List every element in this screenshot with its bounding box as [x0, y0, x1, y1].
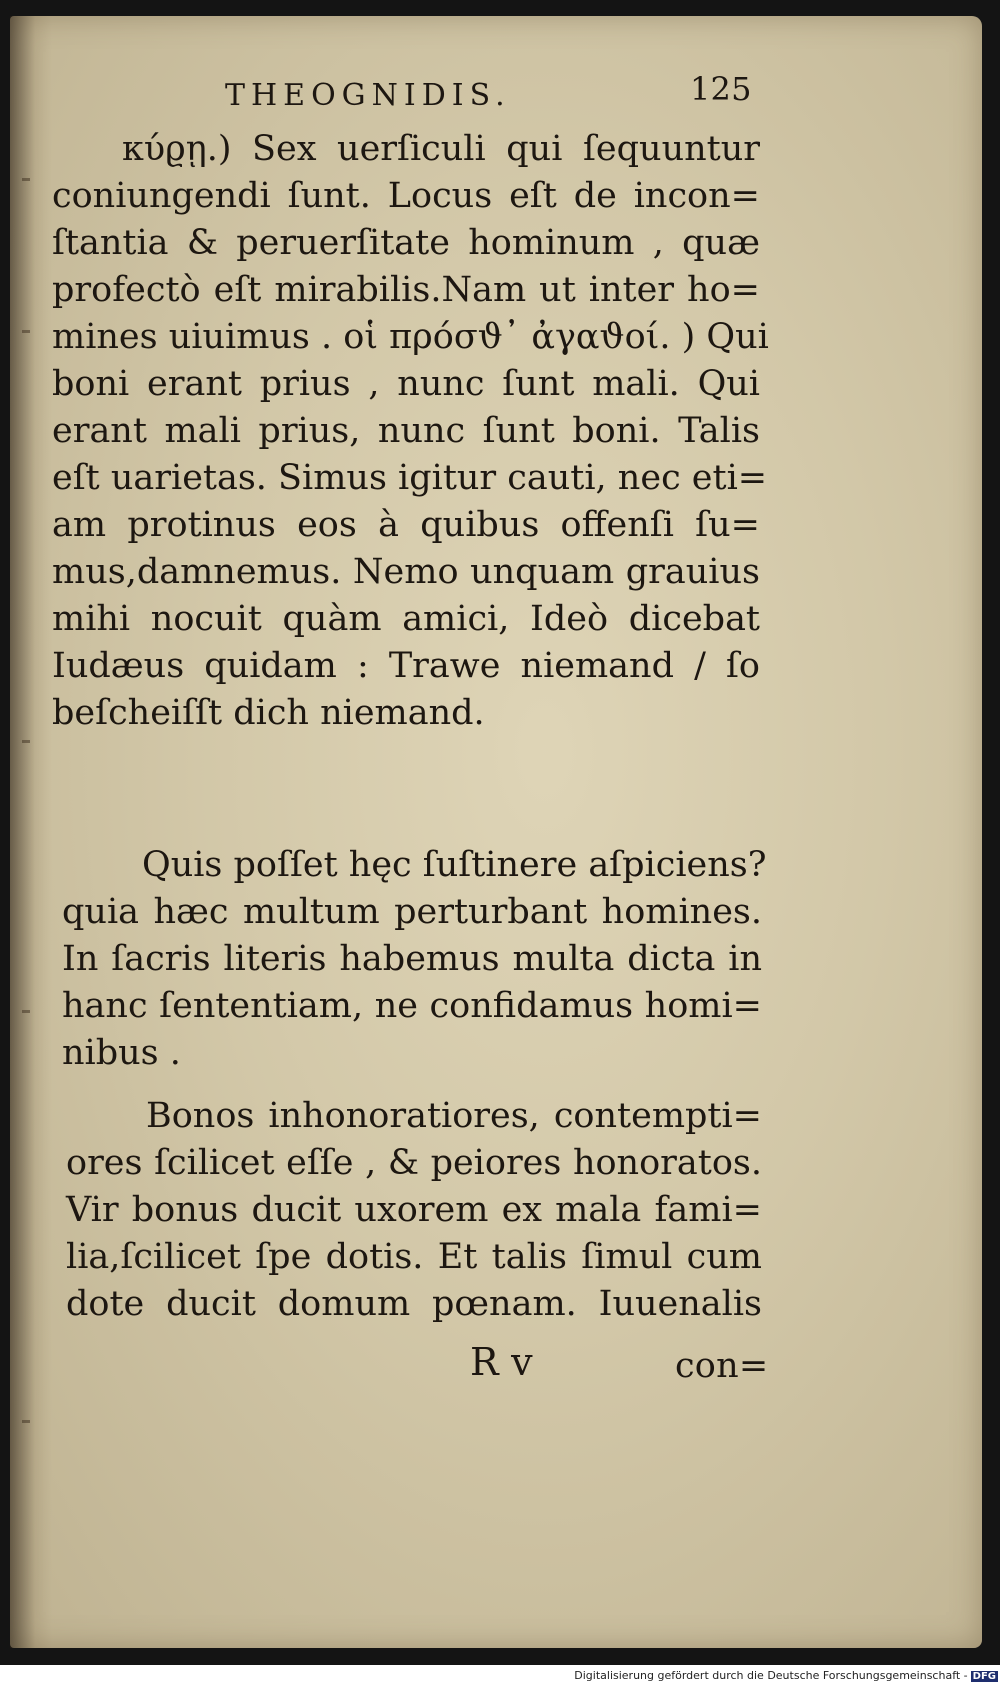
text-line: eſt uarietas. Simus igitur cauti, nec eti=	[52, 458, 768, 498]
text-line: κύϱῃ.) Sex uerſiculi qui ſequuntur	[122, 129, 760, 169]
stitch-mark	[22, 1010, 30, 1013]
page-number: 125	[690, 70, 752, 108]
text-line: profectò eſt mirabilis.Nam ut inter ho=	[52, 270, 760, 310]
paragraph-commentary-3	[66, 1093, 762, 1328]
paragraph-commentary-1	[52, 126, 769, 737]
text-line: In ſacris literis habemus multa dicta in	[62, 939, 762, 979]
digitization-credit	[574, 1669, 998, 1682]
text-line: quia hæc multum perturbant homines.	[62, 892, 762, 932]
text-line: erant mali prius, nunc ſunt boni. Talis	[52, 411, 760, 451]
text-line: dote ducit domum pœnam. Iuuenalis	[66, 1284, 762, 1324]
stitch-mark	[22, 330, 30, 333]
text-line: mines uiuimus . οἱ πρόσϑ᾽ ἀγαϑοί. ) Qui	[52, 317, 769, 357]
running-head: THEOGNIDIS.	[225, 78, 511, 113]
text-line: hanc ſententiam, ne confidamus homi=	[62, 986, 762, 1026]
dfg-logo: DFG	[972, 1671, 996, 1682]
text-line: am protinus eos à quibus offenſi ſu=	[52, 505, 760, 545]
binding-gutter	[10, 16, 52, 1648]
text-line: Bonos inhonoratiores, contempti=	[146, 1096, 762, 1136]
text-line: beſcheiſſt dich niemand.	[52, 693, 485, 733]
signature-mark: R v	[470, 1340, 533, 1384]
text-line: coniungendi ſunt. Locus eſt de incon=	[52, 176, 760, 216]
text-line: Iudæus quidam : Trawe niemand / ſo	[52, 646, 760, 686]
text-line: boni erant prius , nunc ſunt mali. Qui	[52, 364, 760, 404]
text-line: Quis poſſet hęc ſuſtinere aſpiciens?	[142, 845, 767, 885]
catchword: con=	[675, 1346, 769, 1386]
text-line: mus,damnemus. Nemo unquam grauius	[52, 552, 760, 592]
stitch-mark	[22, 1420, 30, 1423]
text-line: mihi nocuit quàm amici, Ideò dicebat	[52, 599, 760, 639]
text-line: ores ſcilicet eſſe , & peiores honoratos.	[66, 1143, 762, 1183]
text-line: lia,ſcilicet ſpe dotis. Et talis ſimul cum	[66, 1237, 762, 1277]
stitch-mark	[22, 178, 30, 181]
credit-text: Digitalisierung gefördert durch die Deutsche Forschungsgemeinschaft -	[574, 1669, 968, 1682]
stitch-mark	[22, 740, 30, 743]
paragraph-commentary-2	[62, 842, 767, 1077]
text-line: Vir bonus ducit uxorem ex mala fami=	[66, 1190, 762, 1230]
text-line: nibus .	[62, 1033, 181, 1073]
text-line: ſtantia & peruerſitate hominum , quæ	[52, 223, 760, 263]
